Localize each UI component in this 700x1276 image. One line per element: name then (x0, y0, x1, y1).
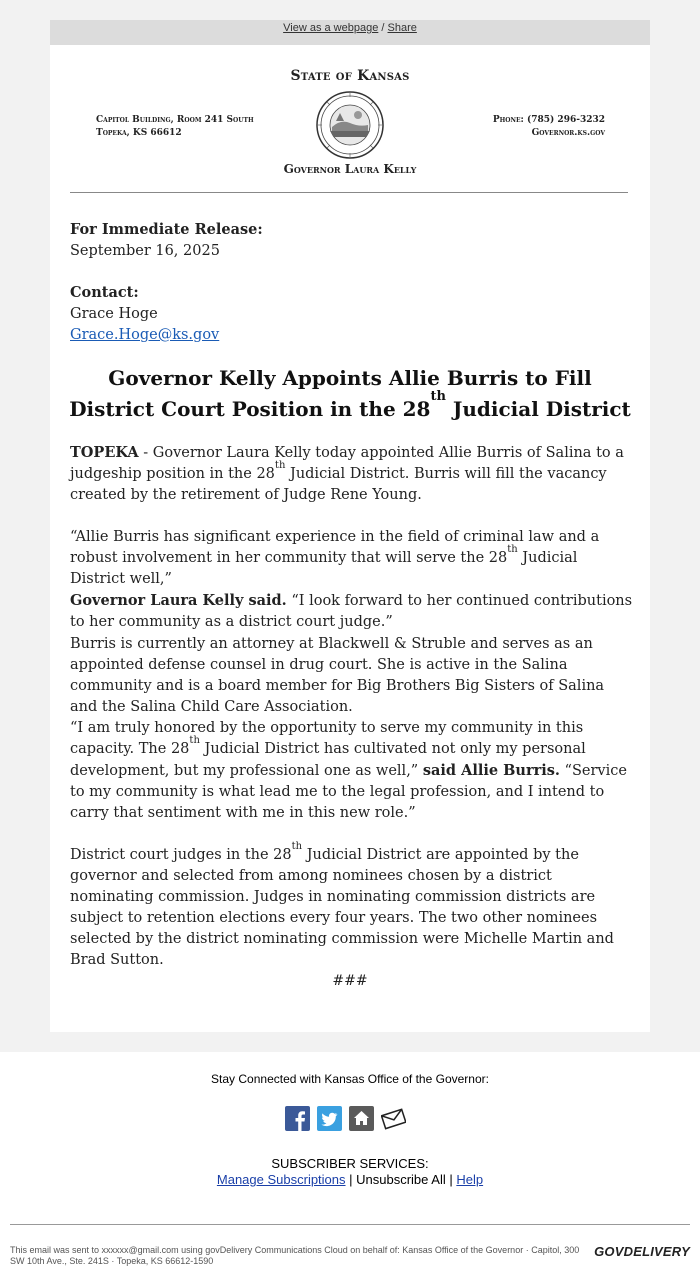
email-icon[interactable] (381, 1106, 406, 1131)
p2-text-c: “I look forward to her continued contributions to her community as a district court judge.” (70, 593, 633, 630)
kansas-seal-icon (316, 91, 384, 159)
links-separator-1: | (345, 1172, 357, 1187)
paragraph-5 (70, 841, 635, 971)
p1-ordinal: th (274, 460, 286, 471)
manage-subscriptions-link[interactable]: Manage Subscriptions (216, 1172, 346, 1187)
dateline: TOPEKA (70, 444, 139, 461)
p4-ordinal: th (189, 735, 200, 746)
social-links (285, 1106, 406, 1132)
home-icon[interactable] (349, 1106, 374, 1131)
release-block (70, 219, 263, 262)
paragraph-2 (70, 527, 635, 633)
p5-ordinal: th (291, 841, 303, 852)
state-title: State of Kansas (290, 68, 410, 84)
press-release-card (50, 45, 650, 1032)
contact-block (70, 282, 219, 346)
paragraph-3: Burris is currently an attorney at Blackwell & Struble and serves as an appointed defense counsel in drug court. She is active in the Salina community and is a board member for Big Brothers Big Sisters of Salina and the Salina Child Care Association. (70, 636, 605, 715)
contact-label: Contact: (70, 284, 139, 301)
p1-text-a: - Governor Laura Kelly today appointed Allie Burris of Salina to a judgeship position in the 28 (70, 445, 624, 482)
p2-ordinal: th (507, 544, 518, 555)
governor-name: Governor Laura Kelly (283, 162, 417, 176)
links-separator-2: | (445, 1172, 457, 1187)
twitter-icon[interactable] (317, 1106, 342, 1131)
share-link[interactable]: Share (387, 22, 417, 34)
contact-email-link[interactable]: Grace.Hoge@ks.gov (70, 327, 220, 343)
footer (0, 1052, 700, 1276)
headline-ordinal: th (430, 389, 446, 404)
headline (50, 363, 650, 425)
topbar-separator: / (378, 22, 388, 34)
facebook-icon[interactable] (285, 1106, 310, 1131)
paragraph-4 (70, 718, 635, 824)
footer-fine-print: This email was sent to xxxxxx@gmail.com using govDelivery Communications Cloud on behalf of: Kansas Office of the Governor · Capitol, 300 SW 10th Ave., Ste. 241S · Topeka, KS 66612-1590 (10, 1245, 580, 1266)
paragraph-1 (70, 442, 635, 506)
p4-text-c: “Service to my community is what lead me to the legal profession, and I intend to carry that sentiment with me in this new role.” (70, 763, 627, 821)
p2-attribution: Governor Laura Kelly said. (70, 592, 287, 609)
p4-text-b: Judicial District has cultivated not only my personal development, but my professional one as well,” (70, 741, 586, 779)
p1-text-b: Judicial District. Burris will fill the vacancy created by the retirement of Judge Rene Young. (70, 466, 607, 503)
view-as-webpage-link[interactable]: View as a webpage (283, 22, 379, 34)
end-marker: ### (332, 973, 368, 989)
headline-line-2 (50, 389, 650, 425)
headline-line-1: Governor Kelly Appoints Allie Burris to Fill (108, 366, 592, 390)
p2-text-b: Judicial District well,” (70, 550, 578, 587)
headline-line-2-end: Judicial District (445, 397, 631, 421)
phone-number: Phone: (785) 296-3232 (492, 115, 605, 125)
help-link[interactable]: Help (456, 1172, 484, 1187)
p5-text-a: District court judges in the 28 (70, 847, 292, 863)
footer-divider (10, 1224, 690, 1225)
top-bar (50, 20, 650, 45)
address-line-1: Capitol Building, Room 241 South (96, 115, 254, 125)
website: Governor.ks.gov (531, 128, 605, 138)
stay-connected-text: Stay Connected with Kansas Office of the Governor: (211, 1072, 489, 1086)
letterhead-divider (70, 192, 628, 193)
subscriber-links (0, 1172, 700, 1188)
release-label: For Immediate Release: (70, 221, 263, 238)
p2-text-a: “Allie Burris has significant experience in the field of criminal law and a robust involvement in her community that will serve the 28 (70, 529, 600, 566)
address-block (96, 114, 254, 140)
p5-text-b: Judicial District are appointed by the governor and selected from among nominees chosen by a district nominating commission. Judges in nominating commission districts are subject to retention elections every four years. The two other nominees selected by the district nominating commission were Michelle Martin and Brad Sutton. (70, 847, 614, 968)
headline-line-2-text: District Court Position in the 28 (69, 397, 431, 421)
p4-text-a: “I am truly honored by the opportunity to serve my community in this capacity. The 28 (70, 720, 584, 757)
contact-name: Grace Hoge (70, 306, 158, 322)
release-date: September 16, 2025 (70, 243, 220, 259)
govdelivery-logo[interactable]: GOVDELIVERY (594, 1244, 690, 1259)
phone-block (493, 114, 605, 140)
subscriber-services-label: SUBSCRIBER SERVICES: (271, 1156, 429, 1171)
p4-attribution: said Allie Burris. (422, 762, 560, 779)
unsubscribe-all-link[interactable]: Unsubscribe All (356, 1172, 446, 1187)
address-line-2: Topeka, KS 66612 (96, 128, 182, 138)
